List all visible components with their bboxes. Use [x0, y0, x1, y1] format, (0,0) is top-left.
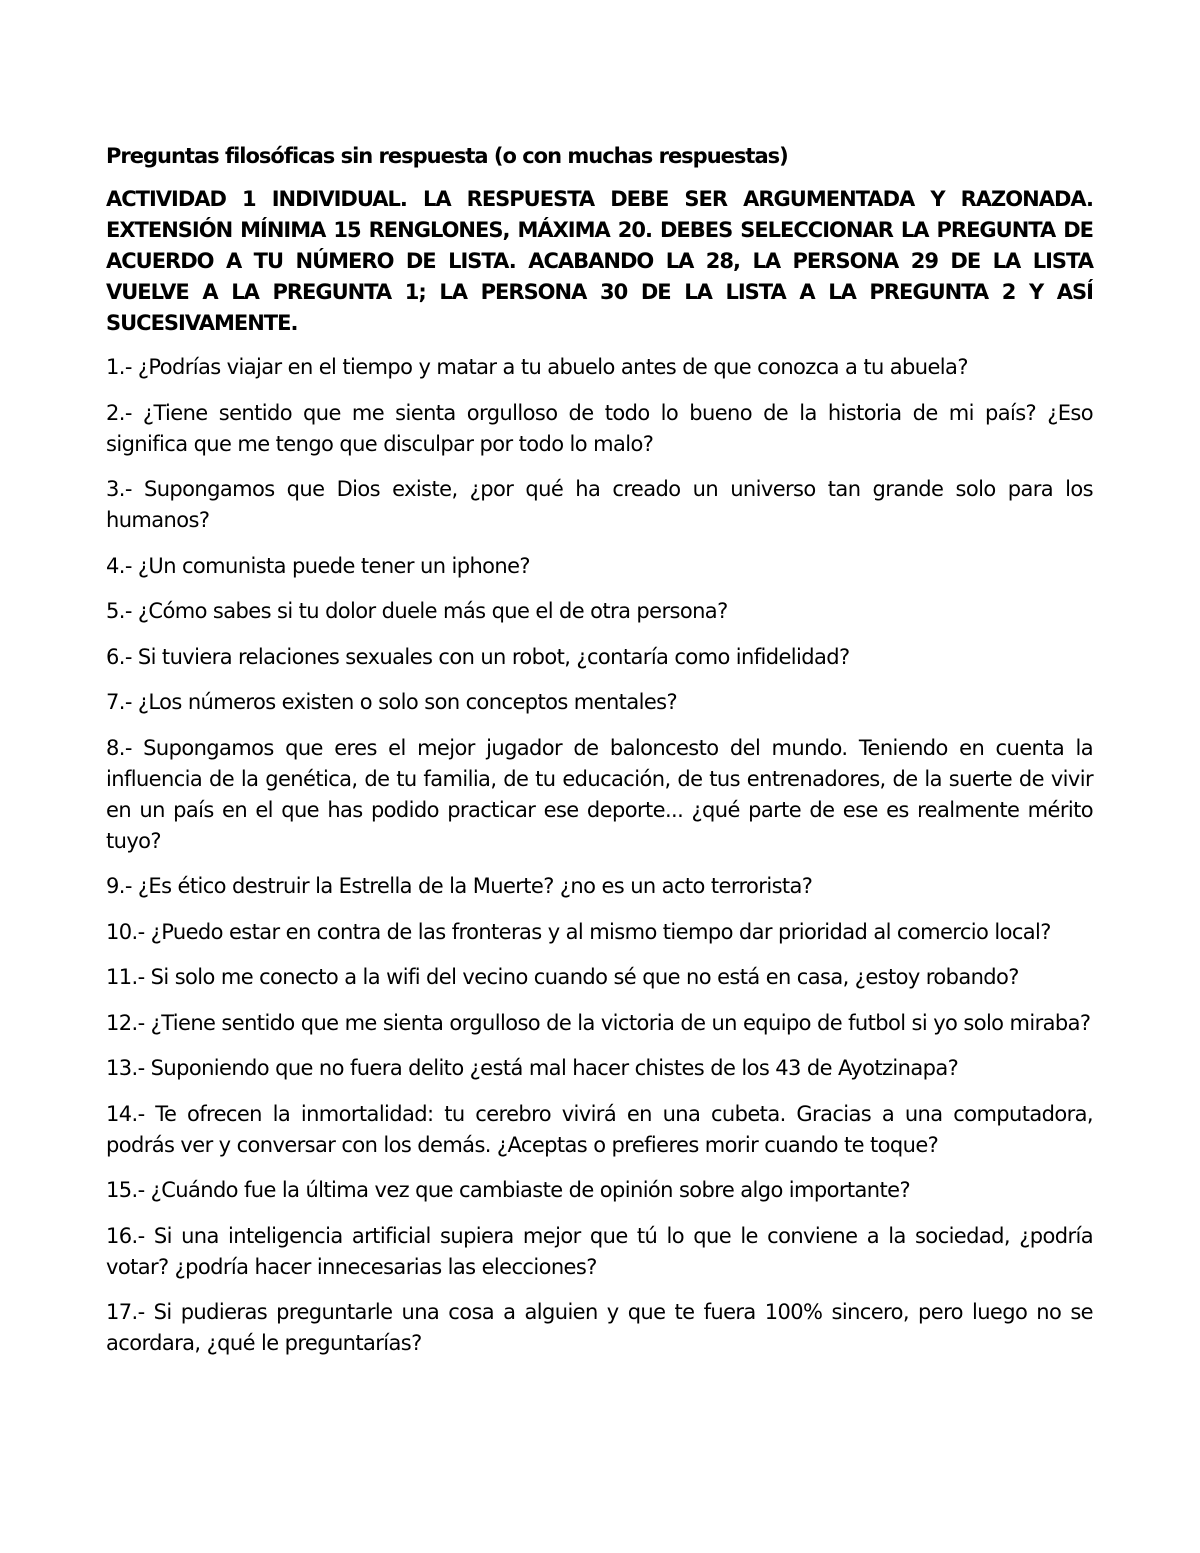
- question-item: 7.- ¿Los números existen o solo son conceptos mentales?: [106, 690, 678, 714]
- question-item: 4.- ¿Un comunista puede tener un iphone?: [106, 553, 530, 578]
- question-item: 3.- Supongamos que Dios existe, ¿por qué ha creado un universo tan grande solo para los humanos?: [106, 477, 1093, 532]
- question-item: 17.- Si pudieras preguntarle una cosa a alguien y que te fuera 100% sincero, pero luego no se acordara, ¿qué le preguntarías?: [106, 1300, 1093, 1355]
- question-item: 15.- ¿Cuándo fue la última vez que cambiaste de opinión sobre algo importante?: [106, 1178, 911, 1202]
- document-title: Preguntas filosóficas sin respuesta (o con muchas respuestas): [106, 144, 788, 168]
- question-list: [106, 352, 1093, 1359]
- activity-instructions: ACTIVIDAD 1 INDIVIDUAL. LA RESPUESTA DEBE SER ARGUMENTADA Y RAZONADA. EXTENSIÓN MÍNIMA 15 RENGLONES, MÁXIMA 20. DEBES SELECCIONAR LA PREGUNTA DE ACUERDO A TU NÚMERO DE LISTA. ACABANDO LA 28, LA PERSONA 29 DE LA LISTA VUELVE A LA PREGUNTA 1; LA PERSONA 30 DE LA LISTA A LA PREGUNTA 2 Y ASÍ SUCESIVAMENTE.: [106, 187, 1093, 335]
- question-item: 16.- Si una inteligencia artificial supiera mejor que tú lo que le conviene a la sociedad, ¿podría votar? ¿podría hacer innecesarias las elecciones?: [106, 1223, 1093, 1279]
- question-item: 10.- ¿Puedo estar en contra de las fronteras y al mismo tiempo dar prioridad al comercio local?: [106, 919, 1051, 944]
- question-item: 5.- ¿Cómo sabes si tu dolor duele más que el de otra persona?: [106, 599, 728, 623]
- question-item: 2.- ¿Tiene sentido que me sienta orgulloso de todo lo bueno de la historia de mi país? ¿Eso significa que me tengo que disculpar por todo lo malo?: [106, 400, 1093, 456]
- document-page: [106, 140, 1093, 1374]
- question-item: 11.- Si solo me conecto a la wifi del vecino cuando sé que no está en casa, ¿estoy robando?: [106, 965, 1019, 989]
- question-item: 9.- ¿Es ético destruir la Estrella de la Muerte? ¿no es un acto terrorista?: [106, 874, 813, 898]
- question-item: 13.- Suponiendo que no fuera delito ¿está mal hacer chistes de los 43 de Ayotzinapa?: [106, 1056, 959, 1080]
- question-item: 14.- Te ofrecen la inmortalidad: tu cerebro vivirá en una cubeta. Gracias a una computadora, podrás ver y conversar con los demás. ¿Aceptas o prefieres morir cuando te toque?: [106, 1101, 1093, 1157]
- question-item: 12.- ¿Tiene sentido que me sienta orgulloso de la victoria de un equipo de futbol si yo solo miraba?: [106, 1010, 1091, 1035]
- question-item: 6.- Si tuviera relaciones sexuales con un robot, ¿contaría como infidelidad?: [106, 644, 850, 669]
- question-item: 8.- Supongamos que eres el mejor jugador de baloncesto del mundo. Teniendo en cuenta la influencia de la genética, de tu familia, de tu educación, de tus entrenadores, de la suerte de vivir en un país en el que has podido practicar ese deporte... ¿qué parte de ese es realmente mérito tuyo?: [106, 735, 1093, 853]
- question-item: 1.- ¿Podrías viajar en el tiempo y matar a tu abuelo antes de que conozca a tu abuela?: [106, 355, 968, 379]
